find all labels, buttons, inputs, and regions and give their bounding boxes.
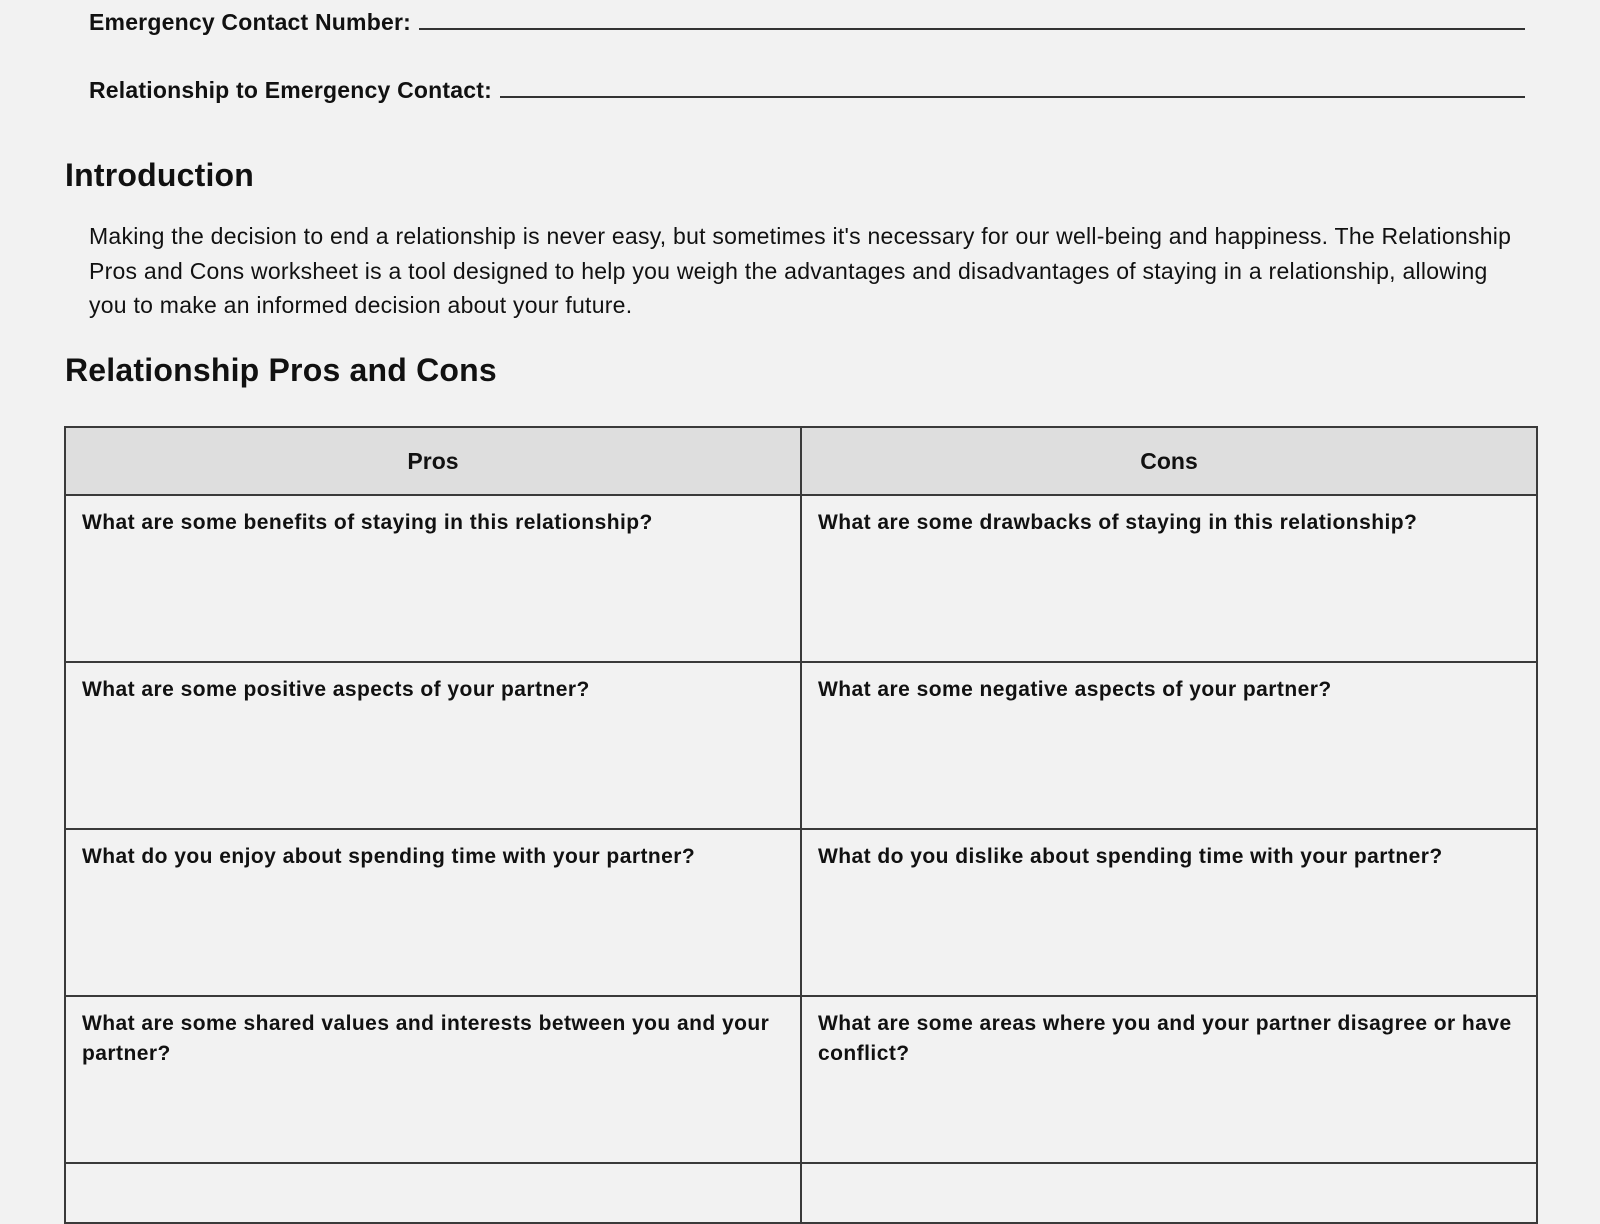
- table-row-cut-off: [65, 1163, 1537, 1223]
- table-row: [65, 495, 1537, 662]
- pro-question: What are some shared values and interests between you and your partner?: [82, 1012, 770, 1065]
- pro-question: What are some positive aspects of your partner?: [82, 678, 590, 701]
- con-question: What are some drawbacks of staying in this relationship?: [818, 511, 1418, 534]
- con-cell[interactable]: [801, 996, 1537, 1163]
- pro-question: What do you enjoy about spending time with your partner?: [82, 845, 696, 868]
- table-row: [65, 829, 1537, 996]
- emergency-contact-number-label: Emergency Contact Number:: [89, 9, 411, 35]
- con-question: What do you dislike about spending time with your partner?: [818, 845, 1443, 868]
- emergency-contact-number-line[interactable]: [419, 27, 1525, 30]
- introduction-paragraph: Making the decision to end a relationship is never easy, but sometimes it's necessary for our well-being and happiness. The Relationship Pros and Cons worksheet is a tool designed to help you weigh the advantages and disadvantages of staying in a relationship, allowing you to make an informed decision about your future.: [89, 223, 1512, 318]
- con-question: What are some areas where you and your partner disagree or have conflict?: [818, 1012, 1512, 1065]
- con-cell[interactable]: [801, 1163, 1537, 1223]
- emergency-contact-number-field: [89, 9, 1525, 36]
- cons-column-header: Cons: [801, 427, 1537, 495]
- pros-cons-table: [64, 426, 1538, 1224]
- con-cell[interactable]: [801, 495, 1537, 662]
- relationship-to-emergency-contact-field: [89, 77, 1525, 104]
- pro-cell[interactable]: [65, 662, 801, 829]
- table-header-row: [65, 427, 1537, 495]
- con-question: What are some negative aspects of your partner?: [818, 678, 1332, 701]
- pro-cell[interactable]: [65, 1163, 801, 1223]
- pro-question: What are some benefits of staying in this relationship?: [82, 511, 653, 534]
- pros-column-header: Pros: [65, 427, 801, 495]
- pro-cell[interactable]: [65, 495, 801, 662]
- table-row: [65, 996, 1537, 1163]
- pro-cell[interactable]: [65, 996, 801, 1163]
- pros-cons-heading: Relationship Pros and Cons: [65, 352, 497, 388]
- table-row: [65, 662, 1537, 829]
- con-cell[interactable]: [801, 829, 1537, 996]
- introduction-heading: Introduction: [65, 157, 255, 193]
- con-cell[interactable]: [801, 662, 1537, 829]
- pro-cell[interactable]: [65, 829, 801, 996]
- relationship-to-emergency-contact-line[interactable]: [500, 95, 1525, 98]
- relationship-to-emergency-contact-label: Relationship to Emergency Contact:: [89, 77, 492, 103]
